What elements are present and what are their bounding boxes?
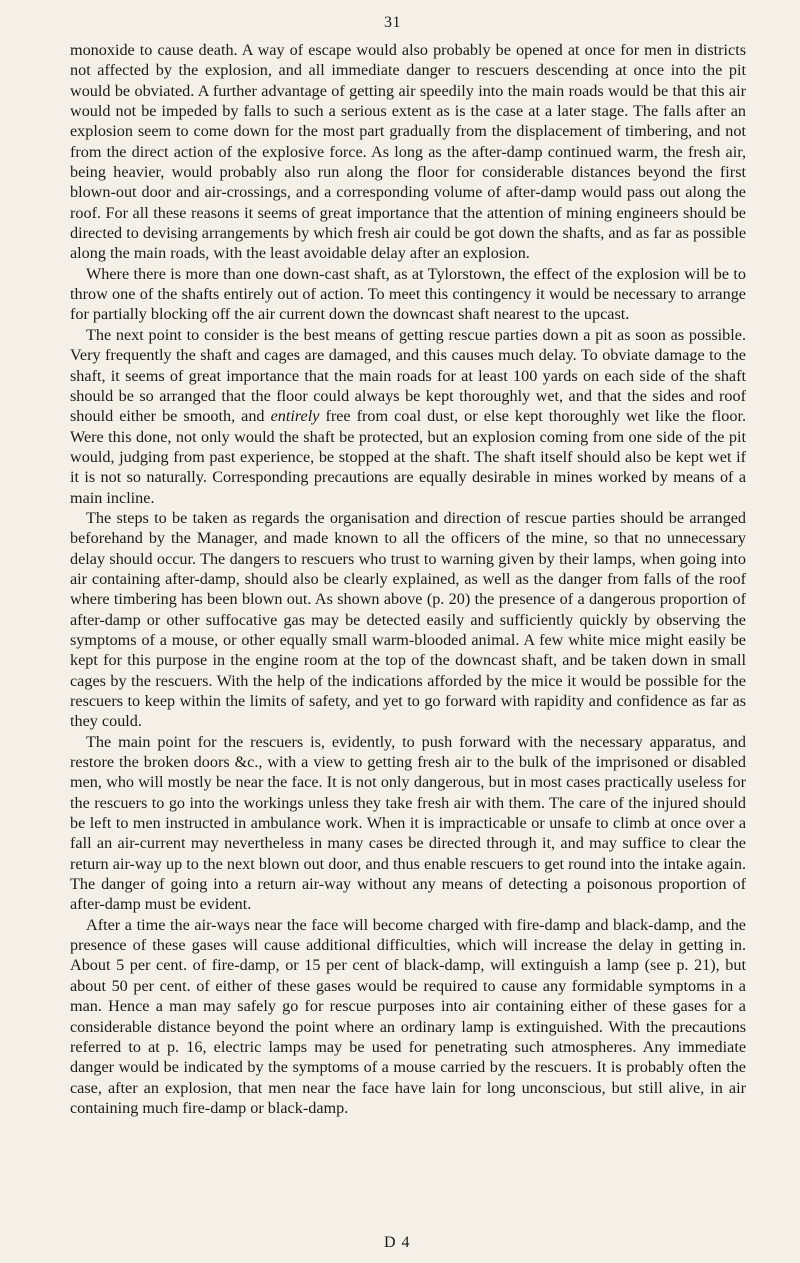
paragraph-text: After a time the air-ways near the face will become charged with fire-damp and black-damp, and the presence of these gases will cause additional difficulties, which will increase the delay in getting in. About 5 per cent. of fire-damp, or 15 per cent of black-damp, will extinguish a lamp (see p. 21), but about 50 per cent. of either of these gases would be required to cause any formidable symptoms in a man. Hence a man may safely go for rescue purposes into air containing either of these gases for a considerable distance beyond the point where an ordinary lamp is extinguished. With the precautions referred to at p. 16, electric lamps may be used for penetrating such atmospheres. Any immediate danger would be indicated by the symptoms of a mouse carried by the rescuers. It is probably often the case, after an explosion, that men near the face have lain for long unconscious, but still alive, in air containing much fire-damp or black-damp. [70,915,746,1117]
body-text [70,40,746,1118]
page-number: 31 [384,14,401,31]
signature-mark: D 4 [384,1234,411,1251]
paragraph [70,325,746,508]
paragraph [70,508,746,732]
paragraph-text: free from coal dust, or else kept thoroughly wet like the floor. Were this done, not only would the shaft be protected, but an explosion coming from one side of the pit would, judging from past experience, be stopped at the shaft. The shaft itself should also be kept wet if it is not so naturally. Corresponding precautions are equally desirable in mines worked by means of a main incline. [70,407,747,507]
paragraph [70,915,746,1118]
paragraph [70,732,746,915]
paragraph-text: Where there is more than one down-cast shaft, as at Tylorstown, the effect of the explosion will be to throw one of the shafts entirely out of action. To meet this contingency it would be necessary to arrange for partially blocking off the air current down the downcast shaft nearest to the upcast. [70,264,746,324]
paragraph-text: The main point for the rescuers is, evidently, to push forward with the necessary apparatus, and restore the broken doors &c., with a view to getting fresh air to the bulk of the imprisoned or disabled men, who will mostly be near the face. It is not only dangerous, but in most cases practically useless for the rescuers to go into the workings unless they take fresh air with them. The care of the injured should be left to men instructed in ambulance work. When it is impracticable or unsafe to climb at once over a fall an air-current may nevertheless in many cases be directed through it, and may suffice to clear the return air-way up to the next blown out door, and thus enable rescuers to get round into the intake again. The danger of going into a return air-way without any means of detecting a poisonous proportion of after-damp must be evident. [70,732,746,914]
paragraph [70,40,746,264]
paragraph-text: The next point to consider is the best means of getting rescue parties down a pit as soon as possible. Very frequently the shaft and cages are damaged, and this causes much delay. To obviate damage to the shaft, it seems of great importance that the main roads for at least 100 yards on each side of the shaft should be so arranged that the floor could always be kept thoroughly wet, and that the sides and roof should either be smooth, and [70,325,746,426]
paragraph-text: monoxide to cause death. A way of escape would also probably be opened at once for men in districts not affected by the explosion, and all immediate danger to rescuers descending at once into the pit would be obviated. A further advantage of getting air speedily into the main roads would be that this air would not be impeded by falls to such a serious extent as is the case at a later stage. The falls after an explosion seem to come down for the most part gradually from the displacement of timbering, and not from the direct action of the explosive force. As long as the after-damp continued warm, the fresh air, being heavier, would probably also run along the floor for considerable distances beyond the first blown-out door and air-crossings, and a corresponding volume of after-damp would pass out along the roof. For all these reasons it seems of great importance that the attention of mining engineers should be directed to devising arrangements by which fresh air could be got down the shafts, and as far as possible along the main roads, with the least avoidable delay after an explosion. [70,41,746,263]
emphasized-text: entirely [270,407,320,426]
paragraph [70,264,746,325]
paragraph-text: The steps to be taken as regards the organisation and direction of rescue parties should be arranged beforehand by the Manager, and made known to all the officers of the mine, so that no unnecessary delay should occur. The dangers to rescuers who trust to warning given by their lamps, when going into air containing after-damp, should also be clearly explained, as well as the danger from falls of the roof where timbering has been blown out. As shown above (p. 20) the presence of a dangerous proportion of after-damp or other suffocative gas may be detected easily and sufficiently quickly by observing the symptoms of a mouse, or other equally small warm-blooded animal. A few white mice might easily be kept for this purpose in the engine room at the top of the downcast shaft, and be taken down in small cages by the rescuers. With the help of the indications afforded by the mice it would be possible for the rescuers to keep within the limits of safety, and yet to go forward with rapidity and confidence as far as they could. [70,508,746,731]
